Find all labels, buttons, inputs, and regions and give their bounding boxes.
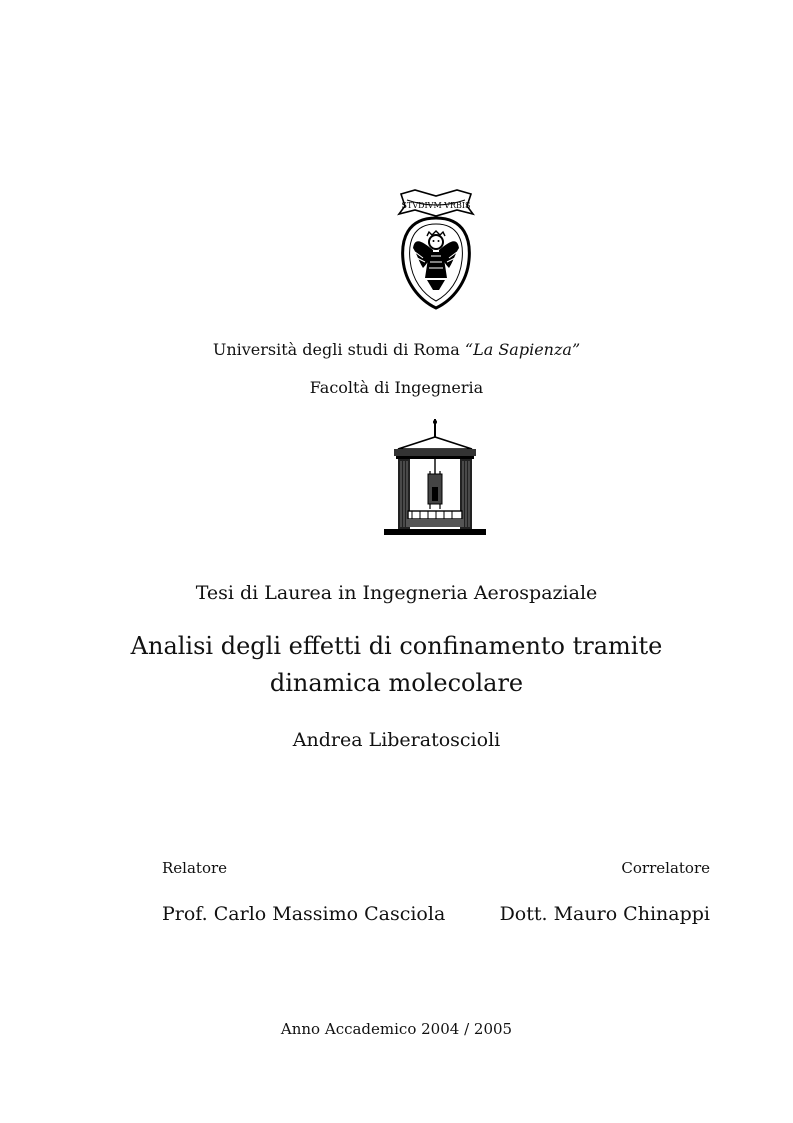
author-name: Andrea Liberatoscioli	[292, 729, 501, 751]
advisor-role: Relatore	[162, 859, 228, 877]
seal-banner-text: STVDIVM VRBIS	[401, 201, 471, 210]
coadvisor-role: Correlatore	[621, 859, 710, 877]
university-name: “La Sapienza”	[464, 340, 581, 359]
thesis-title	[0, 628, 793, 702]
thesis-title-line-1: Analisi degli effetti di confinamento tramite	[130, 632, 663, 660]
academic-year: Anno Accademico 2004 / 2005	[280, 1020, 513, 1038]
advisor-name: Prof. Carlo Massimo Casciola	[162, 903, 446, 925]
university-seal-icon	[393, 188, 479, 310]
thesis-type: Tesi di Laurea in Ingegneria Aerospaziale	[195, 582, 598, 604]
faculty-building-icon	[384, 419, 486, 539]
coadvisor-name: Dott. Mauro Chinappi	[499, 903, 710, 925]
faculty-name: Facoltà di Ingegneria	[309, 378, 484, 397]
university-line	[0, 340, 793, 359]
university-prefix: Università degli studi di Roma	[212, 340, 460, 359]
thesis-title-line-2: dinamica molecolare	[269, 669, 524, 697]
